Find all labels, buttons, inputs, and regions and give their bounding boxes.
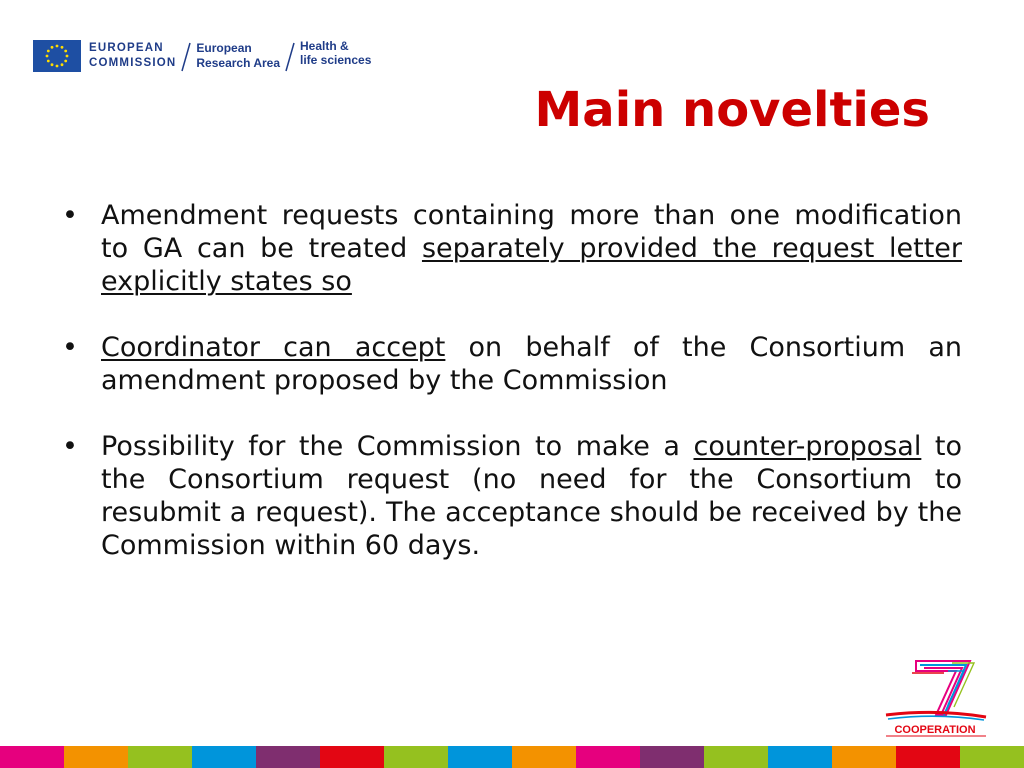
color-band-segment: [960, 746, 1024, 768]
color-band-segment: [704, 746, 768, 768]
fp7-seven-icon: [912, 661, 974, 715]
cooperation-label: COOPERATION: [894, 724, 976, 736]
european-commission-logo: [33, 40, 371, 72]
slash-divider: [180, 42, 192, 72]
bullet-text: Possibility for the Commission to make a: [101, 431, 694, 462]
color-band-segment: [448, 746, 512, 768]
theme-line-1: Health &: [300, 39, 349, 53]
theme-name: [300, 39, 371, 67]
bullet-list: [60, 199, 962, 562]
bullet-marker: •: [62, 200, 78, 231]
bullet-text: on behalf of the Consortium an amendment proposed by the Commission: [101, 332, 962, 396]
area-line-2: Research Area: [196, 56, 280, 70]
theme-line-2: life sciences: [300, 53, 372, 67]
color-band-segment: [768, 746, 832, 768]
slash-divider: [284, 42, 296, 72]
bullet-item: [60, 199, 962, 298]
color-band-segment: [128, 746, 192, 768]
color-band-segment: [576, 746, 640, 768]
color-band-segment: [896, 746, 960, 768]
bullet-text-underlined: counter-proposal: [693, 431, 922, 462]
slide-title: Main novelties: [534, 82, 930, 138]
area-name: [196, 41, 280, 71]
eu-flag-icon: [33, 40, 81, 72]
color-band-segment: [512, 746, 576, 768]
color-band-segment: [256, 746, 320, 768]
bullet-marker: •: [62, 431, 78, 462]
bullet-text: Amendment requests containing more than one modification to GA can be treated: [101, 200, 962, 264]
org-name: [89, 41, 176, 71]
bullet-text-underlined: Coordinator can accept: [101, 332, 446, 363]
bullet-text-underlined: separately provided the request letter explicitly states so: [101, 233, 963, 297]
bullet-text: to the Consortium request (no need for the Consortium to resubmit a request). The acceptance should be received by the Commission within 60 days.: [101, 431, 962, 561]
color-band-segment: [0, 746, 64, 768]
fp7-cooperation-logo: [884, 657, 988, 739]
color-band-segment: [832, 746, 896, 768]
color-band-segment: [320, 746, 384, 768]
org-line-2: COMMISSION: [89, 57, 177, 69]
org-line-1: EUROPEAN: [89, 42, 164, 54]
color-band-segment: [384, 746, 448, 768]
bullet-marker: •: [62, 332, 78, 363]
color-band-segment: [192, 746, 256, 768]
color-band: [0, 746, 1024, 768]
area-line-1: European: [196, 41, 252, 55]
color-band-segment: [640, 746, 704, 768]
bullet-item: [60, 430, 962, 562]
color-band-segment: [64, 746, 128, 768]
bullet-item: [60, 331, 962, 397]
